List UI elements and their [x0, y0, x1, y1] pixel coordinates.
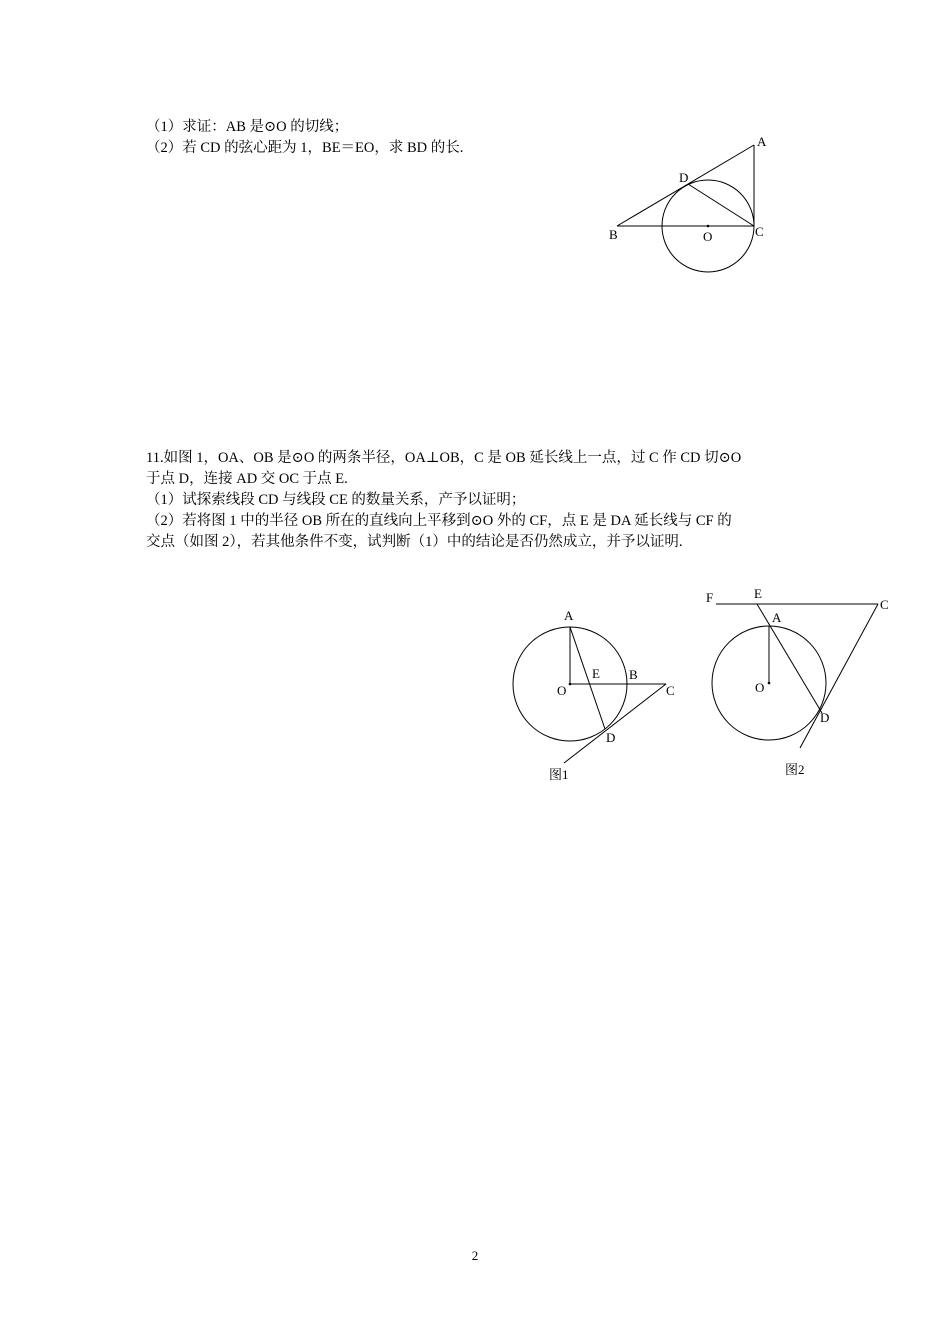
label-d: D — [606, 730, 616, 745]
center-dot — [707, 225, 710, 228]
problem11-figure2 — [700, 585, 895, 785]
label-a: A — [757, 134, 767, 149]
label-e: E — [754, 586, 762, 601]
label-b: B — [629, 667, 638, 682]
caption: 图1 — [549, 767, 569, 782]
problem10-part2: （2）若 CD 的弦心距为 1，BE＝EO，求 BD 的长. — [146, 140, 464, 156]
problem11-part1: （1）试探索线段 CD 与线段 CE 的数量关系，产予以证明； — [146, 492, 526, 508]
segment-ba — [617, 145, 754, 226]
page-number: 2 — [471, 1248, 479, 1263]
label-e: E — [592, 666, 600, 681]
center-dot — [768, 682, 771, 685]
line-cd — [800, 604, 878, 748]
label-b: B — [609, 227, 618, 242]
problem10-figure — [600, 128, 790, 278]
label-c: C — [666, 683, 675, 698]
center-dot — [569, 683, 572, 686]
label-c: C — [880, 597, 889, 612]
problem11-part2: （2）若将图 1 中的半径 OB 所在的直线向上平移到⊙O 外的 CF，点 E 是 DA 延长线与 CF 的 — [146, 513, 732, 529]
label-f: F — [706, 590, 714, 605]
problem11-line2: 于点 D，连接 AD 交 OC 于点 E. — [146, 471, 348, 487]
problem11-line5: 交点（如图 2），若其他条件不变，试判断（1）中的结论是否仍然成立，并予以证明. — [146, 534, 683, 550]
tangent-cd — [564, 684, 666, 763]
problem11-figure1 — [505, 600, 690, 790]
label-c: C — [755, 224, 764, 239]
label-o: O — [755, 680, 765, 695]
label-o: O — [703, 229, 713, 244]
label-a: A — [772, 610, 782, 625]
label-d: D — [820, 710, 830, 725]
label-o: O — [557, 683, 567, 698]
segment-dc — [688, 184, 754, 226]
problem11-line1: 11.如图 1，OA、OB 是⊙O 的两条半径，OA⊥OB，C 是 OB 延长线上一点，过 C 作 CD 切⊙O — [146, 450, 742, 466]
problem10-part1: （1）求证：AB 是⊙O 的切线； — [146, 119, 349, 135]
line-ed — [757, 604, 822, 713]
caption: 图2 — [785, 762, 805, 777]
label-a: A — [564, 608, 574, 623]
label-d: D — [679, 170, 689, 185]
